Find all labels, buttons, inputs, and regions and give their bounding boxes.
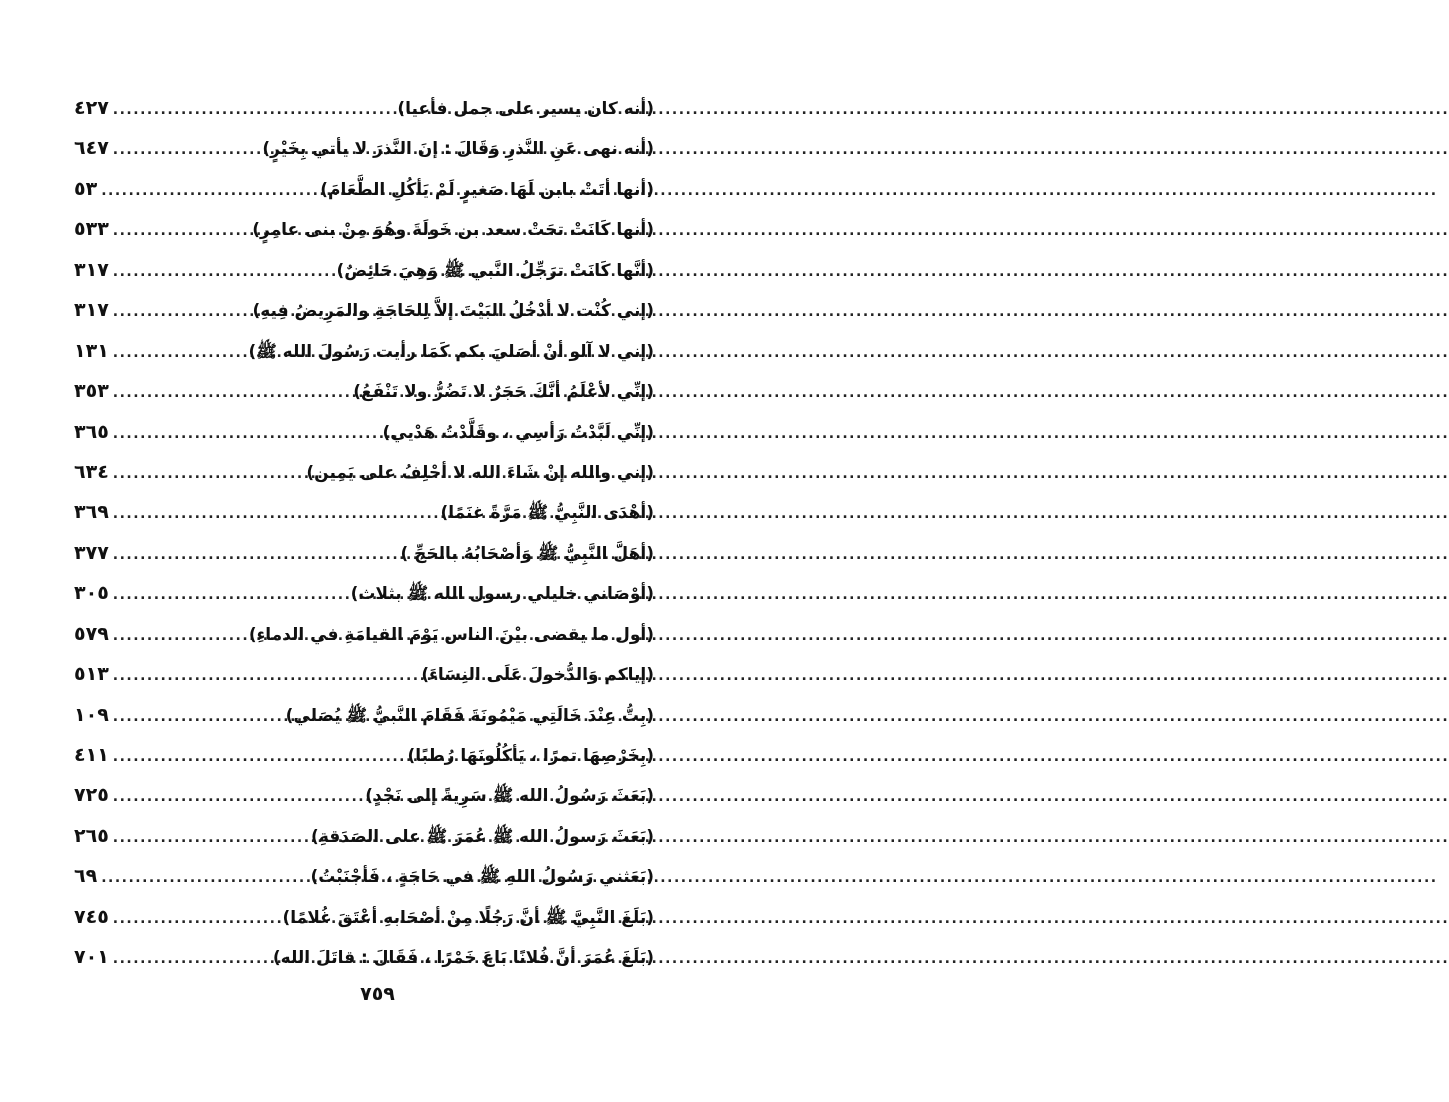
index-entry	[74, 654, 654, 694]
entry-page-number: ٣٥٣	[74, 380, 109, 403]
index-entry	[74, 331, 654, 371]
dot-leader	[109, 777, 365, 817]
index-entry	[74, 452, 654, 492]
entry-page-number: ٣٦٩	[74, 501, 109, 524]
entry-page-number: ٣٦٥	[74, 420, 109, 443]
dot-leader	[109, 373, 353, 413]
entry-text: (أنها أتَتْ بابن لَهَا صَغيرٍ لَمْ يَأكُلِ الطَّعَامَ)	[320, 179, 654, 200]
dot-leader	[109, 130, 263, 170]
entry-page-number: ٧٢٥	[74, 784, 109, 807]
dot-leader	[97, 171, 320, 211]
entry-page-number: ٥٧٩	[74, 622, 109, 645]
dot-leader	[109, 414, 383, 454]
entry-page-number: ٣١٧	[74, 258, 109, 281]
entry-page-number: ١٠٩	[74, 703, 109, 726]
entry-text: (أنَّها كَانَتْ ترَجِّلُ النَّبي ﷺ وَهِيَ حَائِضٌ)	[336, 260, 654, 281]
entry-page-number: ٢٦٥	[74, 824, 109, 847]
index-entry	[74, 695, 654, 735]
index-entry	[74, 573, 654, 613]
dot-leader	[109, 737, 408, 777]
index-entry	[74, 775, 654, 815]
entry-text: (إنِّي لأعْلَمُ أنَّكَ حَجَرٌ لا تَضُرُّ ولا تَنْفَعُ)	[353, 382, 654, 403]
index-entry	[74, 412, 654, 452]
dot-leader	[109, 575, 351, 615]
entry-page-number: ١٣١	[74, 339, 109, 362]
dot-leader	[109, 818, 311, 858]
dot-leader	[109, 697, 286, 737]
entry-text: (أنه نهى عَنِ النَّذرِ وَقَالَ : إنَ النَّذرَ لا يأتي بِخَيْرٍ)	[262, 139, 654, 160]
entry-text: (أوْصَاني خليلي رسول الله ﷺ بثلاث)	[350, 584, 654, 605]
entry-text: (أنها كَانَتْ تحَتْ سعد بن خَولَةَ وهُوَ مِنْ بنى عامِرٍ)	[252, 220, 654, 241]
entry-text: (بَعَثَ رَسولُ الله ﷺ عُمَرَ ﷺ على الصَدَقةِ)	[311, 826, 654, 847]
index-entry	[74, 937, 654, 977]
dot-leader	[109, 939, 273, 979]
index-entry	[74, 735, 654, 775]
entry-page-number: ٥١٣	[74, 663, 109, 686]
entry-page-number: ٤١١	[74, 744, 109, 766]
index-entry	[74, 209, 654, 249]
entry-page-number: ٣١٧	[74, 299, 109, 322]
entry-text: (بَعَثَ رَسُولُ الله ﷺ سَرِيةً إلى نَجْدٍ)	[365, 786, 654, 807]
index-entry	[74, 169, 654, 209]
dot-leader	[109, 656, 422, 696]
entry-text: (بَلَغَ عُمَرَ أنَّ فُلانًا بَاعَ خَمْرًا ، فَقَالَ : قاتَلَ الله)	[272, 948, 654, 969]
entry-page-number: ٦٩	[74, 865, 98, 888]
dot-leader	[109, 333, 249, 373]
dot-leader	[109, 211, 252, 251]
entry-page-number: ٣٧٧	[74, 541, 109, 564]
entry-text: (أنه كان يسير على جمل فأعيا)	[397, 99, 654, 119]
dot-leader	[109, 252, 337, 292]
entry-text: (إياكم وَالدُّخولَ عَلَى النِسَاءَ)	[421, 665, 654, 686]
index-entry	[74, 816, 654, 856]
entry-page-number: ٣٠٥	[74, 582, 109, 605]
entry-text: (بِتُّ عِنْدَ خَالَتِي مَيْمُونَةَ فَقَامَ النَّبيُّ ﷺ يُصَلي)	[285, 705, 654, 726]
index-entry	[74, 88, 654, 128]
entry-text: (إنِّي لَبَّدْتُ رَأسِي ، وقَلَّدْتُ هَدْيي)	[382, 422, 654, 443]
index-entry	[74, 250, 654, 290]
dot-leader	[109, 494, 441, 534]
entry-text: (إني كُنْت لا أدْخُلُ البَيْتَ إلاَّ لِلحَاجَةِ والمَرِيضُ فِيهِ)	[252, 301, 654, 322]
entry-text: (أهَلَّ النَّبِيُّ ﷺ وَأصْحَابُهُ بالحَجِّ )	[400, 543, 654, 564]
dot-leader	[109, 616, 249, 656]
entry-text: (أهْدَى النَّبِيُّ ﷺ مَرَّةً غنَمًا)	[440, 503, 654, 524]
entry-page-number: ٤٢٧	[74, 97, 109, 119]
index-entry	[74, 492, 654, 532]
index-entry	[74, 371, 654, 411]
entry-text: (بَلَغَ النَّبِيَّ ﷺ أنَّ رَجُلًا مِنْ أصْحَابهِ أعْتَقَ غُلامًا)	[282, 907, 654, 928]
index-entry	[74, 856, 654, 896]
index-entry	[74, 897, 654, 937]
entry-text: (أول ما يقضى بيْنَ الناس يَوْمَ القيامَةِ في الدماءِ)	[248, 624, 654, 645]
entry-page-number: ٦٤٧	[74, 137, 109, 160]
entry-page-number: ٦٣٤	[74, 460, 109, 483]
dot-leader	[109, 90, 398, 130]
page-number: ٧٥٩	[360, 983, 395, 1005]
entry-text: (بِخَرْصِهَا تمرًا ، يَأكُلُونَهَا رُطبًا)	[407, 746, 654, 766]
index-entry	[74, 533, 654, 573]
index-entry	[74, 614, 654, 654]
dot-leader	[97, 858, 310, 898]
hadith-index-list	[74, 88, 654, 978]
dot-leader	[109, 292, 253, 332]
entry-page-number: ٥٣٣	[74, 218, 109, 241]
entry-page-number: ٥٣	[74, 177, 98, 200]
entry-text: (بَعَثني رَسُولُ اللهِ ﷺ في حَاجَةٍ ، فَأجْنَبْتُ)	[310, 867, 654, 888]
dot-leader	[109, 454, 307, 494]
dot-leader	[109, 535, 401, 575]
index-entry	[74, 128, 654, 168]
entry-text: (إني لا آلو أنْ أصَليَ بكم كَمَا رأيت رَسُولَ الله ﷺ)	[248, 341, 654, 362]
entry-text: (إني والله إنْ شَاءَ الله لا أحْلِفُ على يَمِين)	[306, 462, 654, 483]
entry-page-number: ٧٤٥	[74, 905, 109, 928]
index-entry	[74, 290, 654, 330]
entry-page-number: ٧٠١	[74, 946, 109, 969]
dot-leader	[109, 899, 283, 939]
